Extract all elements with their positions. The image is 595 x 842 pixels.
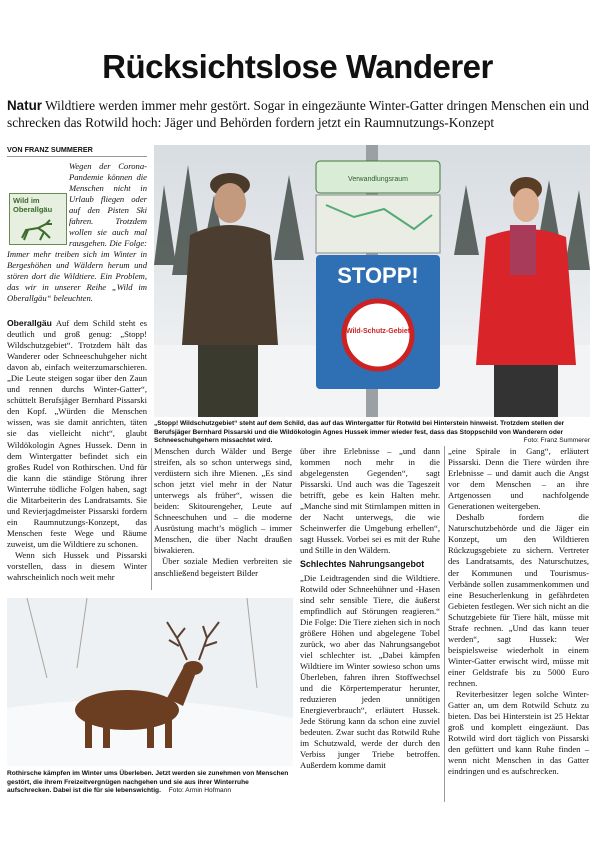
deck-text: Wildtiere werden immer mehr gestört. Sogar in eingezäunte Winter-Gatter dringen Menschen ein und schrecken das Rotwild hoch: Jäger und Behörden fordern jetzt ein Raumnutzungs-Konzept: [7, 98, 589, 130]
series-badge-line1: Wild im: [13, 196, 40, 205]
sign-top-label: Verwandlungsraum: [348, 176, 408, 183]
series-badge-line2: Oberallgäu: [13, 205, 53, 214]
column-4: [448, 446, 589, 777]
sign-circle: Wild-Schutz-Gebiet: [345, 328, 411, 335]
byline: VON FRANZ SUMMERER: [7, 145, 147, 157]
column-2: [154, 446, 292, 579]
photo-red-deer: [7, 598, 293, 766]
col1-p2: Wenn sich Hussek und Pissarski vorstellen, dass in diesem Winter wahrscheinlich noch weit mehr: [7, 549, 147, 583]
col3-p2: „Die Leidtragenden sind die Wildtiere. Rotwild oder Schneehühner und -Hasen sind sehr sensible Tiere, die äußerst empfindlich auf Störungen reagieren.“ Die Folge: Die Tiere ziehen sich in noch größere Höhen und abgelegene Tobel zurück, wo aber das Nahrungsangebot viel schlechter ist. „Dabei kämpfen Wildtiere im Winter sowieso schon ums Überleben, fahren ihren Stoffwechsel und die Körpertemperatur herunter, reduzieren jeden unnötigen Energieverbrauch“, erläutert Hussek. Jede Störung kann da schon eine zuviel bedeuten. Zwar sucht das Rotwild Ruhe im Schutzwald, werde der durch den Verbiss junger Triebe betroffen. Außerdem komme damit: [300, 572, 440, 771]
bottom-photo: [7, 598, 293, 766]
col4-p2: Deshalb fordern die Naturschutzbehörde und die Jäger ein Konzept, um den Wildtieren Rückzugsgebiete zu sichern. Vertreter des Landratsamts, des Naturschutzes, der Kommunen und Tourismus-Verbände sollen zusammenkommen und eine Besucherlenkung in gefährdeten Gebieten festlegen. Wer sich nicht an die Schutzgebiete für Tiere hält, müsse mit Strafe rechnen. „Und das kann teuer werden“, sagt Hussek: Wer beispielsweise wiederholt in einem Winter-Gatter erwischt wird, müsse mit einer Geldstrafe bis zu 5000 Euro rechnen.: [448, 512, 589, 688]
subhead: Schlechtes Nahrungsangebot: [300, 559, 425, 570]
column-1: [7, 318, 147, 583]
col4-p1: „eine Spirale in Gang“, erläutert Pissarski. Denn die Tiere würden ihre Erlebnisse – und damit auch die Angst vor dem Menschen – an ihre Artgenossen und nachfolgende Generationen weitergeben.: [448, 446, 589, 512]
bottom-caption-text: Rothirsche kämpfen im Winter ums Überleben. Jetzt werden sie zunehmen von Menschen gestört, die ihrem Freizeitvergnügen nachgehen und sie aus ihrer Winterruhe aufschrecken. Dabei ist die für sie lebenswichtig.: [7, 770, 289, 795]
bottom-photo-credit: Foto: Armin Hofmann: [168, 787, 232, 795]
col4-p3: Reviterbesitzer legen solche Winter-Gatter an, um dem Rotwild Schutz zu bieten. Das bei Hinterstein ist 25 Hektar groß und komplett eingezäunt. Das Rotwild wird dort täglich von Pissarski den gefüttert und kann Ruhe finden – wenn nicht Menschen in das Gatter eindringen und es aufschrecken.: [448, 689, 589, 777]
photo-wanderers-sign: [154, 145, 590, 417]
top-photo: [154, 145, 590, 417]
intro-body: Wegen der Corona-Pandemie können die Menschen nicht in Urlaub fliegen oder auf den Pisten Ski fahren. Trotzdem wollen sie auch mal rausgehen. Die Folge: Immer mehr treiben sich im Winter in Bergeshöhen und Wäldern herum und stören dort die Wildtiere. Ein Problem, das wir in unserer Reihe „Wild im Oberallgäu“ beleuchten.: [7, 161, 147, 303]
column-rule: [444, 446, 445, 802]
top-photo-credit: Foto: Franz Summerer: [523, 437, 590, 445]
top-photo-caption: [154, 420, 590, 446]
col2-p1: Menschen durch Wälder und Berge streifen, als so schon unterwegs sind, verdüstern sich ihre Mienen. „Es sind schon jetzt viel mehr in der Natur unterwegs als früher“, wissen die beiden: Skitourengeher, Leute auf Schneeschuhen und – die moderne Ausrüstung macht’s möglich – immer Menschen, die über Nacht draußen biwakieren.: [154, 446, 292, 556]
column-rule: [151, 448, 152, 590]
col3-p1: über ihre Erlebnisse – „und dann kommen noch mehr in die abgelegensten Gegenden“, sagt Pissarski. Und auch was die Tageszeit betrifft, gebe es kein Halten mehr. „Manche sind mit Stirnlampen mitten in der Nacht unterwegs, die wie Scheinwerfer die Umgebung erhellen“, sagt Hussek. Vorbei sei es mit der Ruhe und Stille in den Wäldern.: [300, 446, 440, 556]
top-caption-text: „Stopp! Wildschutzgebiet“ steht auf dem Schild, das auf das Wintergatter für Rotwild bei Hinterstein hinweist. Trotzdem stellen der Berufsjäger Bernhard Pissarski und die Wildökologin Agnes Hussek immer wieder fest, dass das Stoppschild von Wanderern oder Schneeschuhgehern missachtet wird.: [154, 420, 565, 445]
col2-p2: Über soziale Medien verbreiten sie anschließend begeistert Bilder: [154, 556, 292, 578]
bottom-photo-caption: [7, 770, 293, 796]
sign-stopp: STOPP!: [337, 263, 419, 288]
headline: Rücksichtslose Wanderer: [102, 48, 493, 85]
col1-p1: Auf dem Schild steht es deutlich und groß genug: „Stopp! Wildschutzgebiet“. Trotzdem hält das Wanderer oder Schneeschuhgeher nicht davon ab, einfach weiterzumarschieren. „Die Leute steigen sogar über den Zaun und rennen durchs Winter-Gatter“, schüttelt Berufsjäger Bernhard Pissarski den Kopf. „Würden die Menschen wissen, was sie damit anrichten, täten sie das vielleicht nicht“, glaubt Wildökologin Agnes Hussek. Denn in dem Wintergatter befindet sich ein großes Rudel von Rothirschen. Und für die kann die ständige Störung ihrer Winterruhe tödliche Folgen haben, sagt die Mitarbeiterin des Landratsamts. Sie und Revierjagdmeister Pissarski fordern ein Raumnutzungs-Konzept, das Menschen feste Wege und Räume zuweist, um die Wildtiere zu schonen.: [7, 318, 147, 549]
intro-text: [7, 161, 147, 304]
deck: [7, 97, 589, 131]
dateline: Oberallgäu: [7, 318, 52, 328]
column-3: [300, 446, 440, 771]
deck-kicker: Natur: [7, 98, 42, 113]
